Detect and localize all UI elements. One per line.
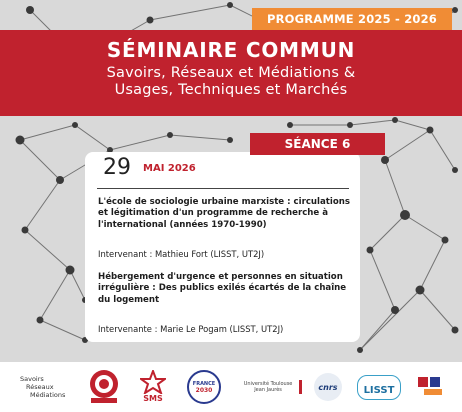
talk-2-title: Hébergement d'urgence et personnes en situation irrégulière : Des publics exilés écartés de la chaîne du logement xyxy=(98,272,347,305)
srm-logo: Savoirs Réseaux Médiations xyxy=(20,375,66,399)
date-divider xyxy=(97,188,349,189)
itp-logo xyxy=(86,366,122,406)
france-2030-logo xyxy=(186,369,222,405)
cnrs-logo xyxy=(312,371,344,403)
talk-1-speaker: Intervenant : Mathieu Fort (LISST, UT2J) xyxy=(98,249,265,259)
seminar-title: SÉMINAIRE COMMUN xyxy=(106,38,356,62)
subtitle-line-1: Savoirs, Réseaux et Médiations & xyxy=(106,65,356,81)
talk-1-title: L'école de sociologie urbaine marxiste : circulations et légitimation d'un programme de recherche à l'international (années 1970-1990) xyxy=(98,197,350,230)
cnrs-circle: cnrs xyxy=(314,373,342,401)
partner-lab-logo xyxy=(415,372,451,402)
title-band xyxy=(0,30,462,116)
lisst-frame: LISST xyxy=(357,375,402,400)
partner-logos xyxy=(0,362,462,412)
sms-logo: SMS xyxy=(133,366,173,406)
ut2j-bar-icon xyxy=(299,380,302,394)
partner-lab-icon xyxy=(416,373,450,401)
seance-badge: SÉANCE 6 xyxy=(250,133,385,155)
subtitle-line-2: Usages, Techniques et Marchés xyxy=(114,82,348,98)
france-2030-badge: FRANCE 2030 xyxy=(187,370,221,404)
session-card xyxy=(85,152,360,342)
sms-star-icon xyxy=(140,370,166,394)
date-month-year: MAI 2026 xyxy=(143,163,196,174)
programme-badge: PROGRAMME 2025 - 2026 xyxy=(252,8,452,30)
date-day: 29 xyxy=(103,155,131,180)
lisst-logo xyxy=(356,372,402,402)
itp-emblem-icon xyxy=(87,367,121,405)
talk-2-speaker: Intervenante : Marie Le Pogam (LISST, UT2J) xyxy=(98,324,284,334)
ut2j-logo: Université Toulouse Jean Jaurès xyxy=(240,374,302,400)
seminar-subtitle xyxy=(0,65,462,99)
